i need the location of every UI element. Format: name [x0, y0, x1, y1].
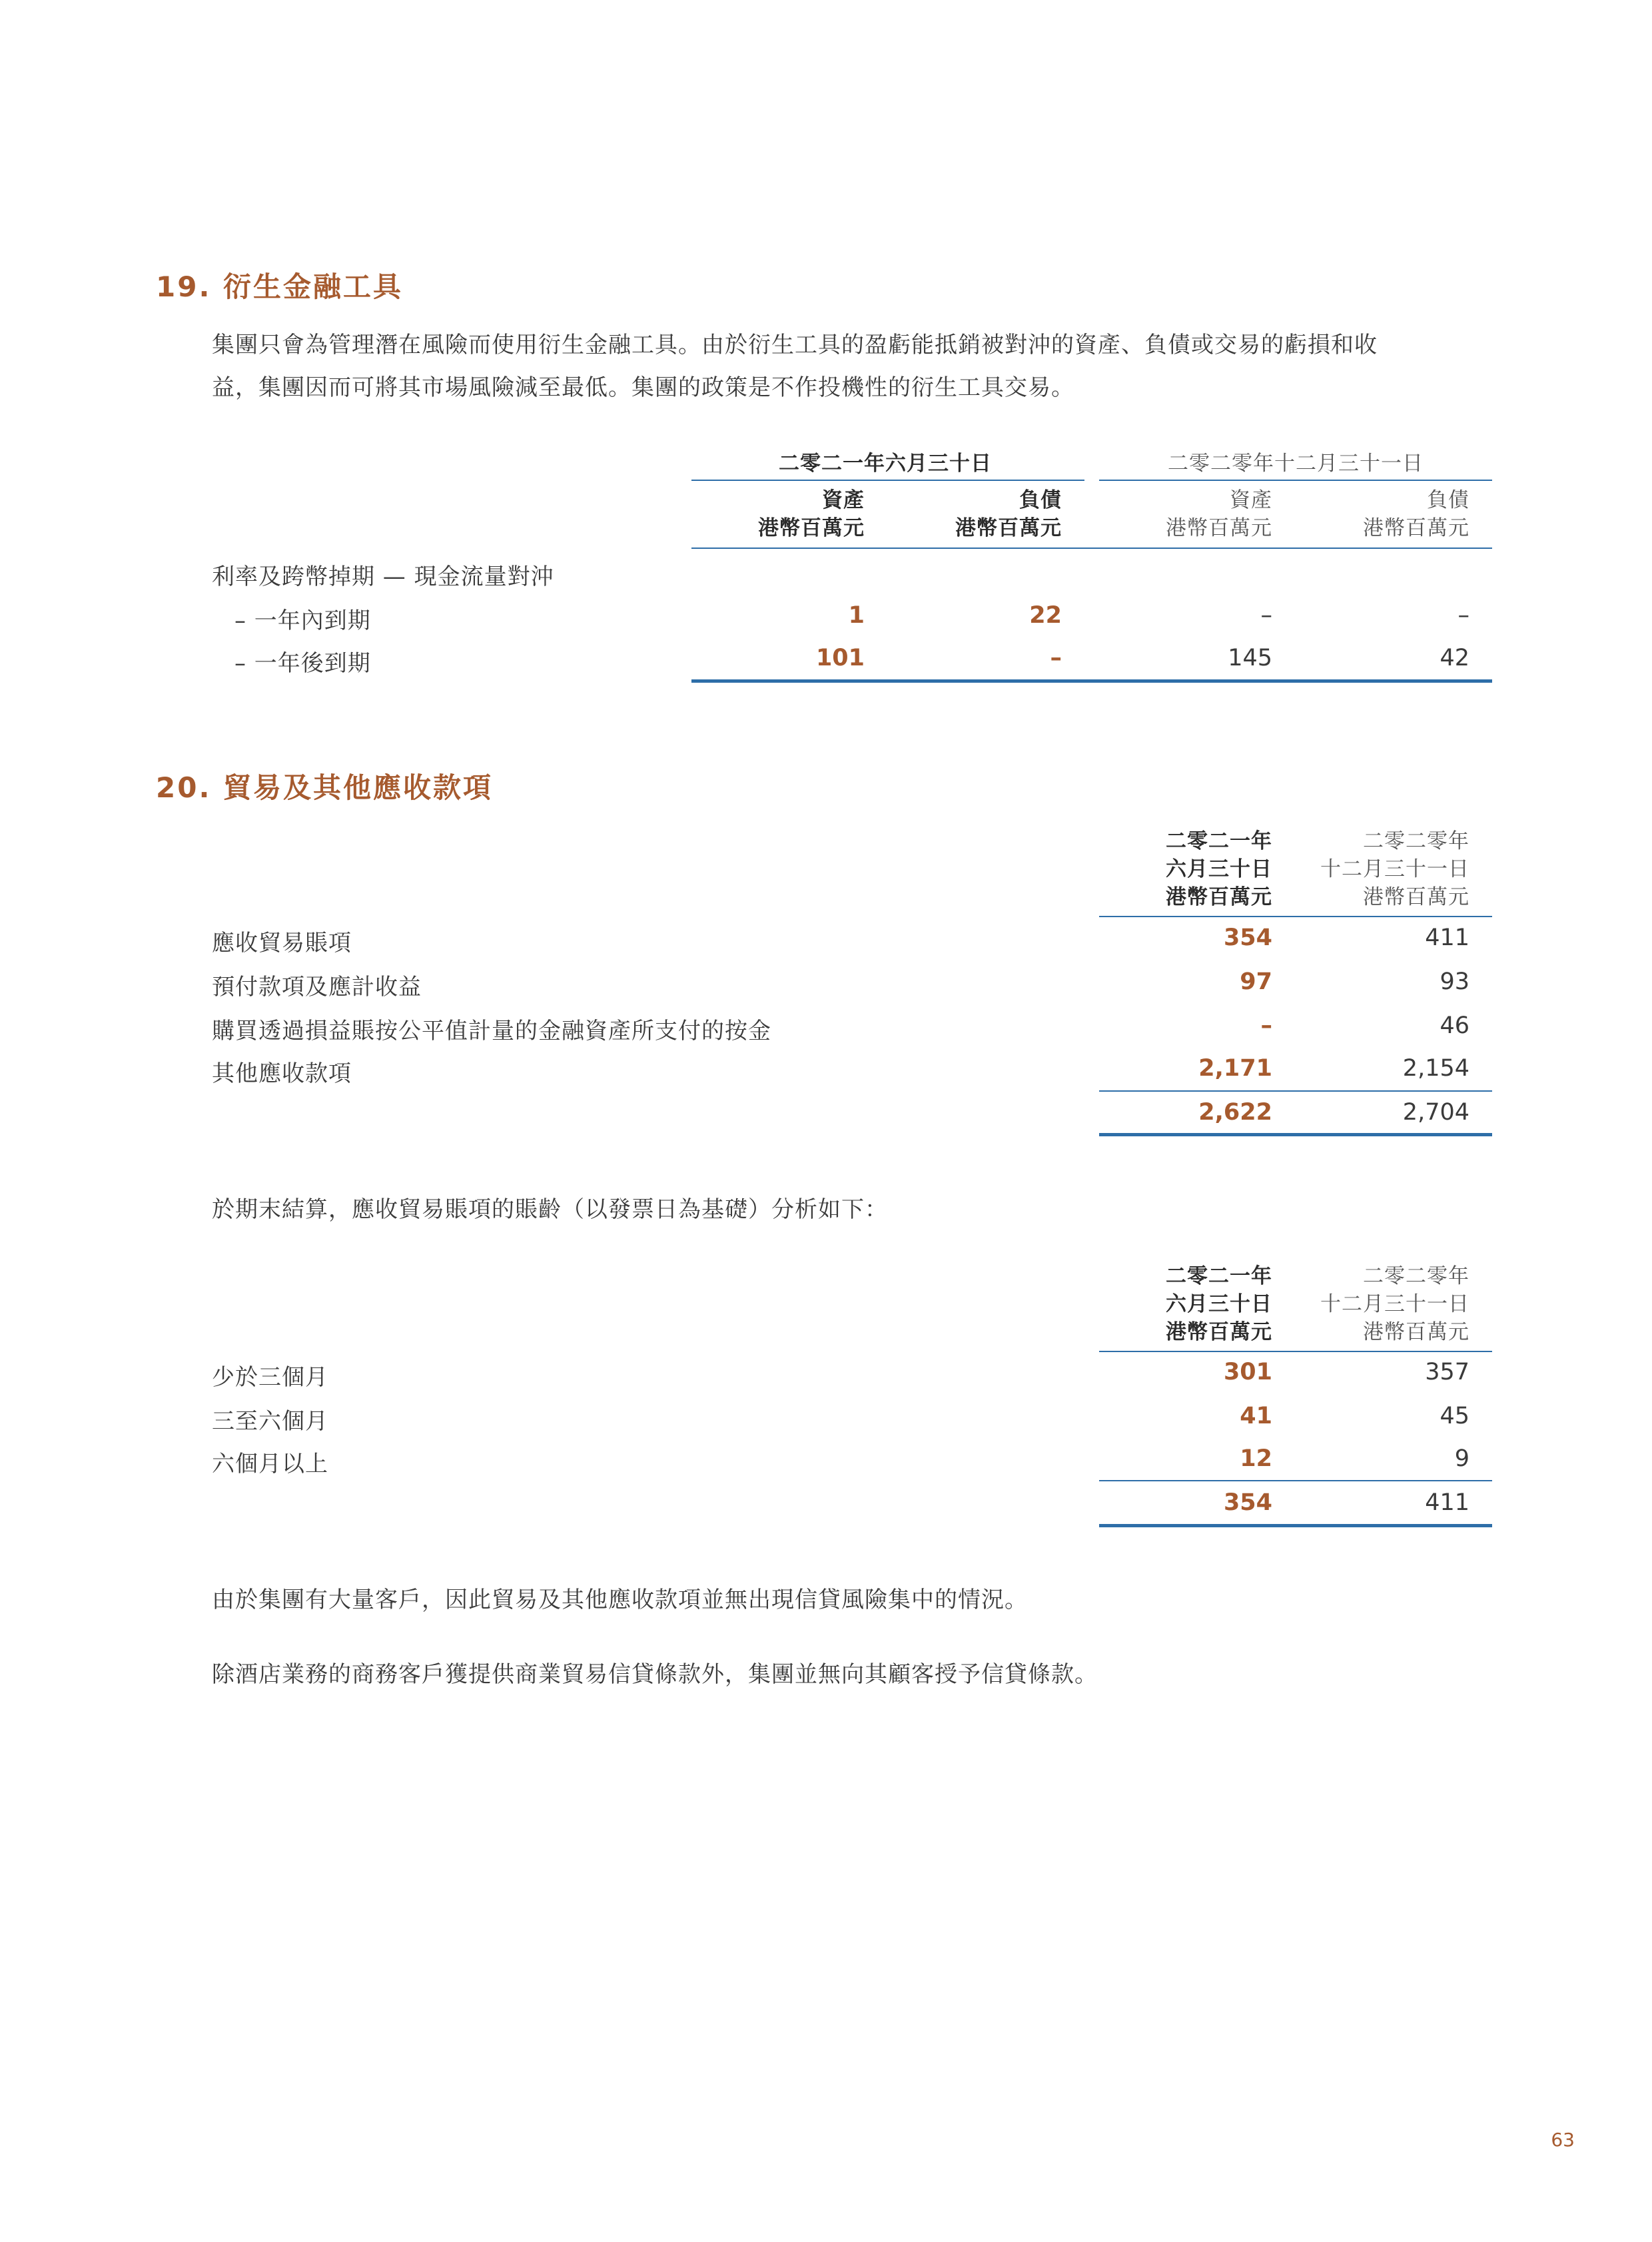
row-label: 應收貿易賬項 — [212, 930, 352, 956]
table-bottom-rule — [691, 679, 1492, 683]
col-prior-assets-header: 資產 港幣百萬元 — [1166, 488, 1272, 540]
header-rule — [1099, 916, 1492, 917]
total-current-value: 2,622 — [1198, 1099, 1272, 1126]
total-prior-value: 411 — [1425, 1489, 1469, 1516]
row-label: – 一年後到期 — [234, 650, 371, 677]
prior-liab-value: 42 — [1440, 645, 1469, 671]
aging-intro: 於期末結算，應收貿易賬項的賬齡（以發票日為基礎）分析如下： — [212, 1196, 888, 1223]
col-current-header: 二零二一年 六月三十日 港幣百萬元 — [1166, 1264, 1272, 1344]
prior-value: 93 — [1440, 968, 1469, 995]
prior-value: 357 — [1425, 1359, 1469, 1385]
col-current-header: 二零二一年 六月三十日 港幣百萬元 — [1166, 829, 1272, 909]
page-number: 63 — [1551, 2129, 1575, 2151]
prior-value: 411 — [1425, 925, 1469, 951]
row-label: 三至六個月 — [212, 1408, 328, 1435]
row-label: 預付款項及應計收益 — [212, 974, 422, 1000]
col-prior-header: 二零二零年 十二月三十一日 港幣百萬元 — [1320, 1264, 1469, 1344]
current-value: 2,171 — [1198, 1055, 1272, 1082]
period-prior-underline — [1099, 480, 1492, 481]
row-label: 購買透過損益賬按公平值計量的金融資產所支付的按金 — [212, 1018, 771, 1044]
section-19-heading: 19. 衍生金融工具 — [156, 270, 404, 303]
col-prior-liab-header: 負債 港幣百萬元 — [1363, 488, 1469, 540]
subtotal-rule — [1099, 1480, 1492, 1481]
section-19-paragraph-line-2: 益，集團因而可將其市場風險減至最低。集團的政策是不作投機性的衍生工具交易。 — [212, 374, 1074, 401]
header-rule — [1099, 1351, 1492, 1352]
col-cur-liab-header: 負債 港幣百萬元 — [955, 488, 1062, 540]
credit-terms-note: 除酒店業務的商務客戶獲提供商業貿易信貸條款外，集團並無向其顧客授予信貸條款。 — [212, 1661, 1098, 1688]
table-bottom-rule — [1099, 1524, 1492, 1527]
group-label: 利率及跨幣掉期 — 現金流量對沖 — [212, 563, 554, 590]
col-prior-header: 二零二零年 十二月三十一日 港幣百萬元 — [1320, 829, 1469, 909]
row-label: 六個月以上 — [212, 1451, 328, 1477]
period-prior-header: 二零二零年十二月三十一日 — [1168, 452, 1424, 476]
period-current-header: 二零二一年六月三十日 — [779, 452, 992, 476]
current-value: 41 — [1240, 1403, 1272, 1429]
total-prior-value: 2,704 — [1402, 1099, 1469, 1126]
row-label: 少於三個月 — [212, 1364, 328, 1391]
prior-assets-value: 145 — [1228, 645, 1272, 671]
prior-value: 9 — [1454, 1445, 1469, 1472]
cur-liab-value: – — [1050, 645, 1062, 671]
header-rule — [691, 548, 1492, 549]
prior-value: 2,154 — [1402, 1055, 1469, 1082]
prior-value: 45 — [1440, 1403, 1469, 1429]
col-cur-assets-header: 資產 港幣百萬元 — [758, 488, 865, 540]
subtotal-rule — [1099, 1090, 1492, 1092]
cur-assets-value: 101 — [815, 645, 865, 671]
prior-value: 46 — [1440, 1012, 1469, 1039]
current-value: – — [1260, 1012, 1272, 1039]
section-19-paragraph-line-1: 集團只會為管理潛在風險而使用衍生金融工具。由於衍生工具的盈虧能抵銷被對沖的資產、負債或交易的虧損和收 — [212, 332, 1378, 358]
row-label: 其他應收款項 — [212, 1060, 352, 1087]
cur-liab-value: 22 — [1029, 602, 1062, 629]
current-value: 97 — [1240, 968, 1272, 995]
current-value: 301 — [1223, 1359, 1272, 1385]
table-bottom-rule — [1099, 1133, 1492, 1136]
credit-risk-note: 由於集團有大量客戶，因此貿易及其他應收款項並無出現信貸風險集中的情況。 — [212, 1587, 1028, 1613]
period-current-underline — [691, 480, 1084, 481]
current-value: 354 — [1223, 925, 1272, 951]
cur-assets-value: 1 — [848, 602, 865, 629]
row-label: – 一年內到期 — [234, 607, 371, 634]
section-20-heading: 20. 貿易及其他應收款項 — [156, 771, 494, 804]
current-value: 12 — [1240, 1445, 1272, 1472]
prior-liab-value: – — [1457, 602, 1469, 629]
prior-assets-value: – — [1260, 602, 1272, 629]
total-current-value: 354 — [1223, 1489, 1272, 1516]
